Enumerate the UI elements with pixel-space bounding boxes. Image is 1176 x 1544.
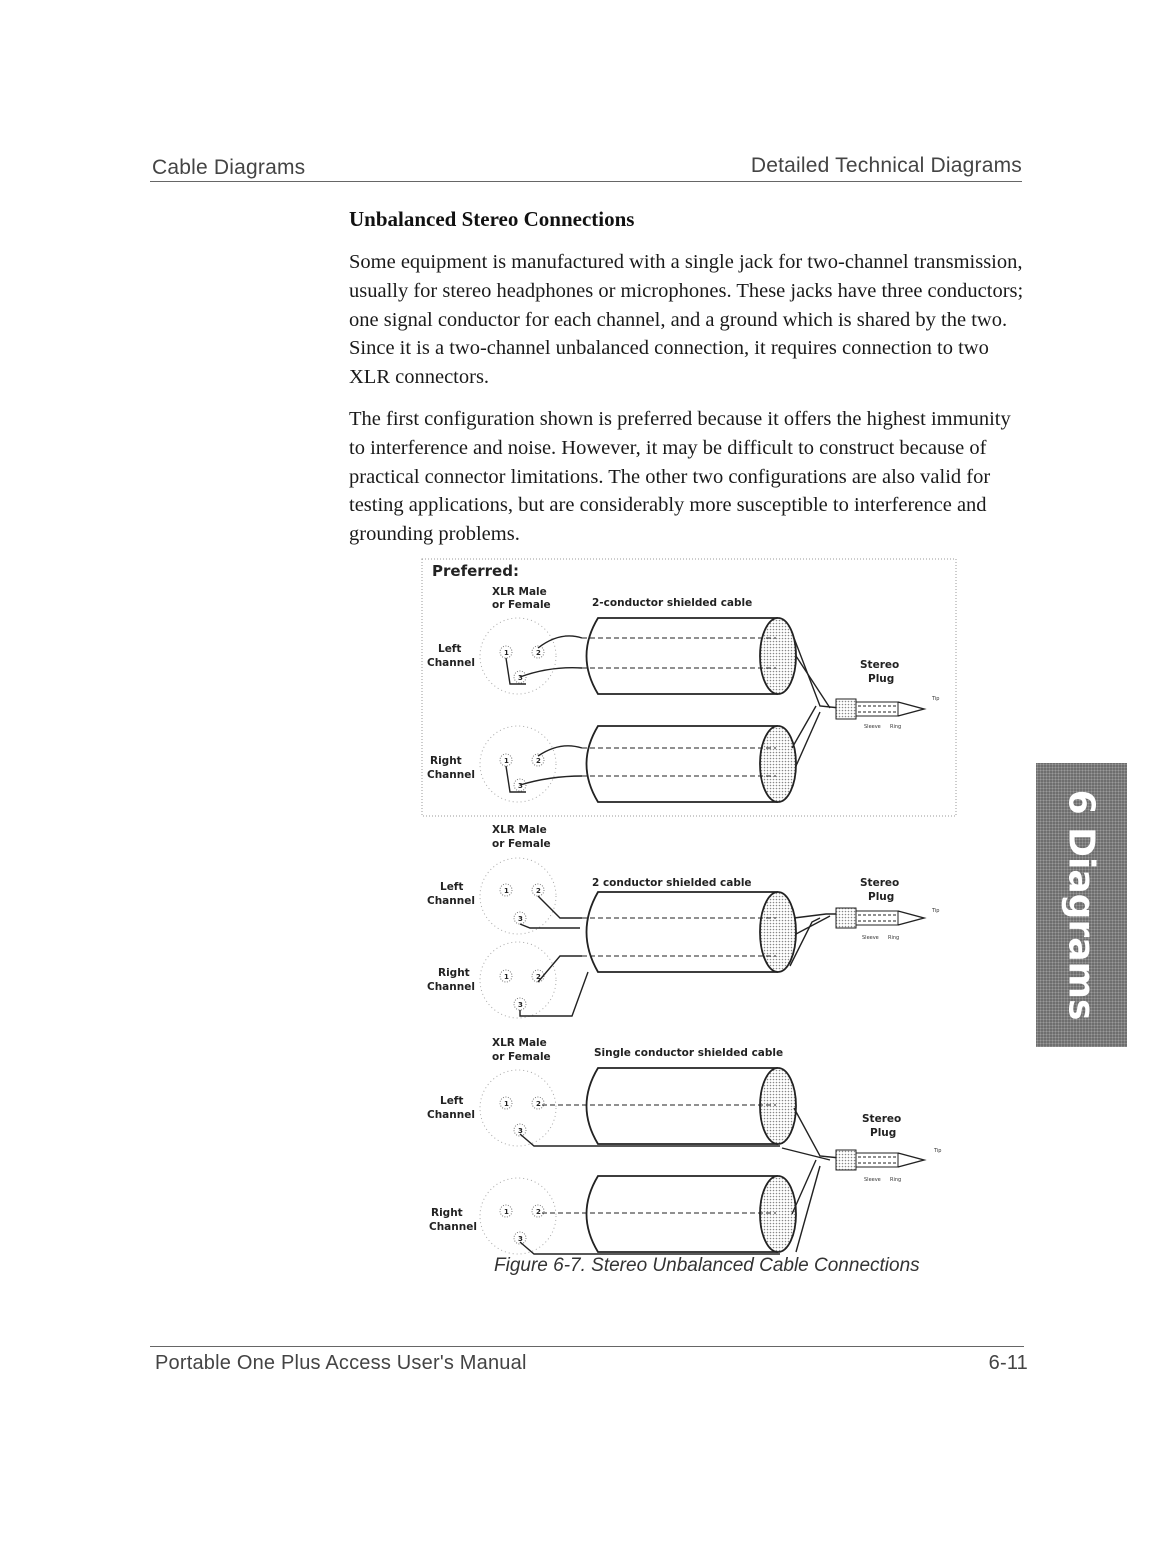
right-channel-label: Channel <box>427 769 475 781</box>
pin-label: 2 <box>536 1100 541 1108</box>
pin-label: 1 <box>504 887 509 895</box>
pin-label: 2 <box>536 887 541 895</box>
pin-label: 1 <box>504 649 509 657</box>
xlr-label-line2: or Female <box>492 599 551 611</box>
sleeve-label: Sleeve <box>862 935 879 941</box>
stereo-plug-label: Stereo <box>860 659 900 671</box>
sleeve-label: Sleeve <box>864 724 881 730</box>
pin-label: 1 <box>504 1100 509 1108</box>
left-channel-label: Channel <box>427 1109 475 1121</box>
ring-label: Ring <box>888 935 900 941</box>
footer-page-number: 6-11 <box>988 1352 1028 1374</box>
pin-label: 3 <box>518 782 523 790</box>
right-channel-label: Channel <box>429 1221 477 1233</box>
chapter-tab-label: 6 Diagrams <box>1060 789 1102 1021</box>
pin-label: 2 <box>536 649 541 657</box>
tip-label: Tip <box>932 908 940 914</box>
paragraph-1: Some equipment is manufactured with a single jack for two-channel transmission, usually for stereo headphones or microphones. These jacks have three conductors; one signal conductor for each channel, and a ground which is shared by the two. Since it is a two-channel unbalanced connection, it requires connection to two XLR connectors. <box>349 251 1024 389</box>
stereo-plug-label: Plug <box>868 673 895 685</box>
figure-caption: Figure 6-7. Stereo Unbalanced Cable Connections <box>494 1255 920 1276</box>
cable-label: Single conductor shielded cable <box>594 1047 784 1059</box>
xlr-label-line1: XLR Male <box>492 824 547 836</box>
stereo-plug-icon <box>836 1150 924 1170</box>
pin-label: 3 <box>518 1001 523 1009</box>
pin-label: 1 <box>504 973 509 981</box>
xlr-label-line2: or Female <box>492 838 551 850</box>
left-channel-label: Left <box>440 1095 464 1107</box>
header-section-title: Cable Diagrams <box>152 156 306 179</box>
cable-label: 2 conductor shielded cable <box>592 877 752 889</box>
stereo-cable-figure <box>400 556 980 1256</box>
pin-label: 2 <box>536 973 541 981</box>
tip-label: Tip <box>932 696 940 702</box>
stereo-plug-label: Plug <box>868 891 895 903</box>
paragraph-2: The first configuration shown is preferred because it offers the highest immunity to interference and noise. However, it may be difficult to construct because of practical connector limitations. The other two configurations are also valid for testing applications, but are considerably more susceptible to interference and grounding problems. <box>349 407 1011 546</box>
cable-label: 2-conductor shielded cable <box>592 597 753 609</box>
pin-label: 1 <box>504 757 509 765</box>
pin-label: 2 <box>536 757 541 765</box>
diagram-preferred <box>427 586 939 802</box>
xlr-label-line1: XLR Male <box>492 1037 547 1049</box>
pin-label: 3 <box>518 674 523 682</box>
right-channel-label: Right <box>430 755 462 767</box>
section-heading: Unbalanced Stereo Connections <box>349 207 635 231</box>
diagram-alternate-2 <box>427 1037 941 1254</box>
right-channel-label: Right <box>431 1207 463 1219</box>
pin-label: 3 <box>518 915 523 923</box>
pin-label: 3 <box>518 1235 523 1243</box>
stereo-plug-label: Stereo <box>860 877 900 889</box>
xlr-label-line1: XLR Male <box>492 586 547 598</box>
pin-label: 3 <box>518 1127 523 1135</box>
header-rule <box>150 181 1022 182</box>
chapter-tab <box>1036 763 1127 1047</box>
right-channel-label: Channel <box>427 981 475 993</box>
pin-label: 1 <box>504 1208 509 1216</box>
pin-label: 2 <box>536 1208 541 1216</box>
right-channel-label: Right <box>438 967 470 979</box>
left-channel-label: Left <box>440 881 464 893</box>
ring-label: Ring <box>890 724 902 730</box>
stereo-plug-icon <box>836 908 924 928</box>
xlr-label-line2: or Female <box>492 1051 551 1063</box>
footer-rule <box>150 1346 1024 1347</box>
diagram-alternate-1 <box>427 824 939 1018</box>
tip-label: Tip <box>934 1148 942 1154</box>
stereo-plug-icon <box>836 699 924 719</box>
stereo-plug-label: Plug <box>870 1127 897 1139</box>
body-text <box>349 248 1029 549</box>
left-channel-label: Channel <box>427 657 475 669</box>
left-channel-label: Left <box>438 643 462 655</box>
left-channel-label: Channel <box>427 895 475 907</box>
stereo-plug-label: Stereo <box>862 1113 902 1125</box>
footer-manual-title: Portable One Plus Access User's Manual <box>155 1352 527 1374</box>
preferred-label: Preferred: <box>432 562 519 580</box>
sleeve-label: Sleeve <box>864 1177 881 1183</box>
header-chapter-title: Detailed Technical Diagrams <box>750 154 1022 177</box>
ring-label: Ring <box>890 1177 902 1183</box>
